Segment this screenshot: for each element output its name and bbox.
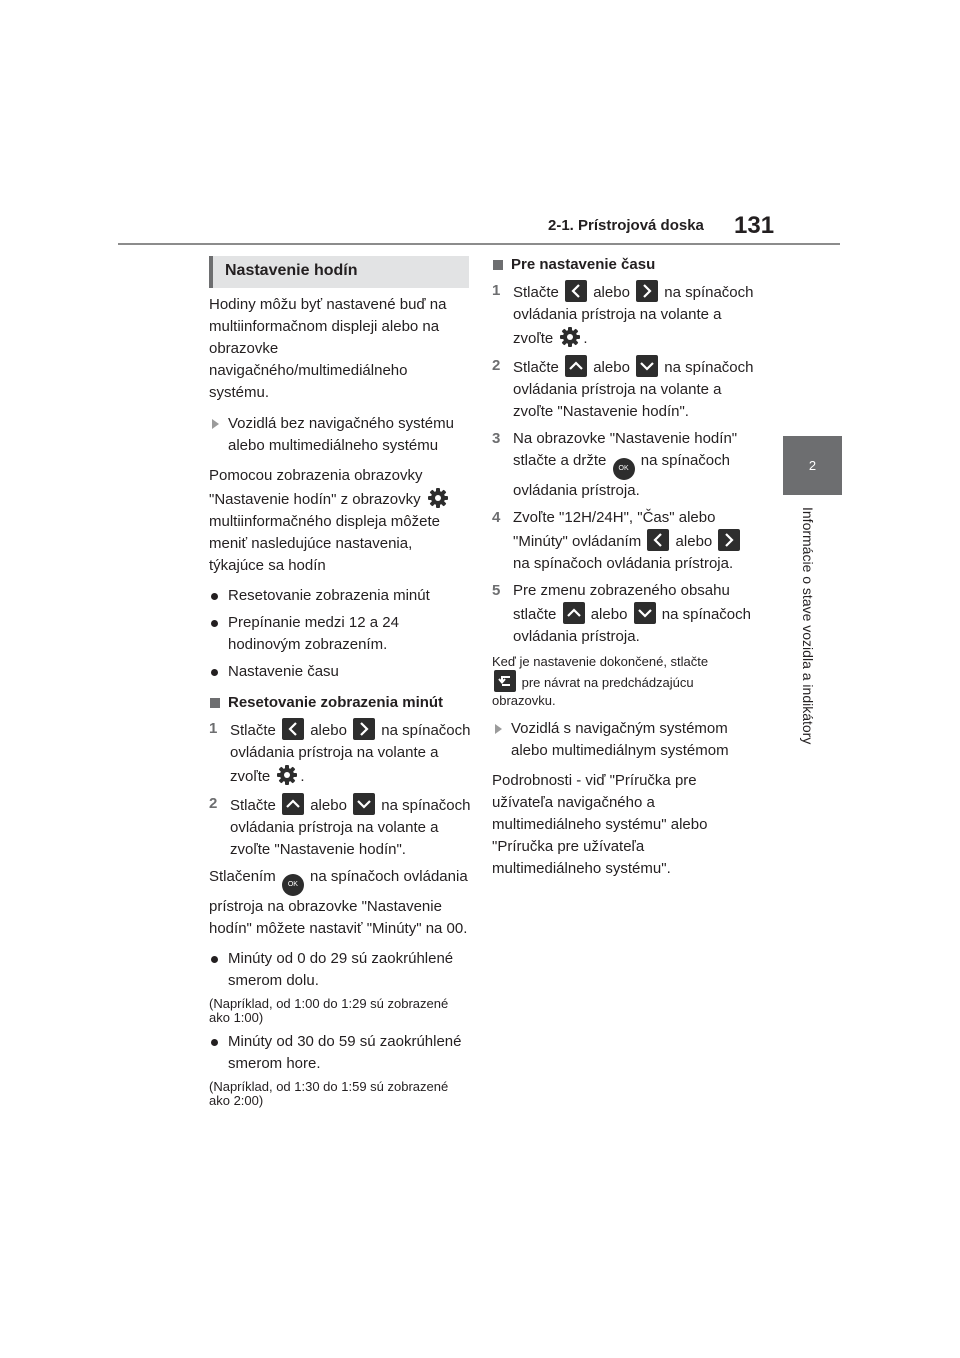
down-arrow-button-icon <box>636 355 658 377</box>
left-column <box>209 294 471 1114</box>
back-button-icon <box>494 670 516 692</box>
right-arrow-button-icon <box>636 280 658 302</box>
section-title: Nastavenie hodín <box>225 262 358 279</box>
note-text: Keď je nastavenie dokončené, stlačte <box>492 654 709 669</box>
step-number: 5 <box>492 582 501 599</box>
step-text: alebo <box>310 797 347 814</box>
step-number: 2 <box>209 795 218 812</box>
step-text: na spínačoch ovládania prístroja na volante a zvoľte "Nastavenie hodín". <box>230 797 471 858</box>
gear-icon <box>559 326 581 348</box>
chapter-tab <box>783 436 842 495</box>
step-text: alebo <box>310 722 347 739</box>
example-note: (Napríklad, od 1:00 do 1:29 sú zobrazené ako 1:00) <box>209 996 449 1025</box>
note-with-navigation: Vozidlá s navigačným systémom alebo multimediálnym systémom <box>492 718 754 762</box>
settings-text-before: Pomocou zobrazenia obrazovky "Nastavenie hodín" z obrazovky <box>209 467 423 508</box>
step-number: 1 <box>492 282 501 299</box>
step-text: Stlačte <box>513 359 559 376</box>
list-item: Nastavenie času <box>209 661 471 683</box>
ok-button-icon: OK <box>613 458 635 480</box>
page-number: 131 <box>734 212 775 239</box>
step-text: na spínačoch ovládania prístroja. <box>513 555 734 572</box>
ok-reset-paragraph <box>209 866 471 940</box>
step-text: . <box>300 768 305 785</box>
list-item: Minúty od 0 do 29 sú zaokrúhlené smerom dolu. <box>209 948 471 992</box>
gear-icon <box>276 764 298 786</box>
up-arrow-button-icon <box>565 355 587 377</box>
step-text: alebo <box>593 284 630 301</box>
paragraph-text: Stlačením <box>209 868 276 885</box>
chapter-side-label: Informácie o stave vozidla a indikátory <box>800 507 816 745</box>
step-text: na spínačoch ovládania prístroja na volante a zvoľte <box>230 722 471 785</box>
up-arrow-button-icon <box>563 602 585 624</box>
down-arrow-button-icon <box>634 602 656 624</box>
up-arrow-button-icon <box>282 793 304 815</box>
list-item: Resetovanie zobrazenia minút <box>209 585 471 607</box>
step-text: na spínačoch ovládania prístroja. <box>513 606 751 645</box>
step-text: Pre zmenu zobrazeného obsahu stlačte <box>513 582 730 623</box>
paragraph-text: na spínačoch ovládania prístroja na obrazovke "Nastavenie hodín" môžete nastaviť "Minúty" na 00. <box>209 868 468 937</box>
header-section-title: 2-1. Prístrojová doska <box>548 217 704 234</box>
step-text: alebo <box>590 606 628 623</box>
settings-text-after: multiinformačného displeja môžete meniť nasledujúce nastavenia, týkajúce sa hodín <box>209 513 440 574</box>
step-text: na spínačoch ovládania prístroja na volante a zvoľte "Nastavenie hodín". <box>513 359 754 420</box>
step-text: Zvoľte "12H/24H", "Čas" alebo "Minúty" ovládaním <box>513 509 716 550</box>
step-number: 3 <box>492 430 501 447</box>
time-step-4 <box>492 507 754 575</box>
step-text: na spínačoch ovládania prístroja na volante a zvoľte <box>513 284 754 347</box>
time-step-1 <box>492 280 754 350</box>
right-arrow-button-icon <box>718 529 740 551</box>
header-divider <box>118 243 840 245</box>
step-text: Na obrazovke "Nastavenie hodín" stlačte a držte <box>513 430 738 469</box>
time-step-2 <box>492 355 754 423</box>
step-text: Stlačte <box>513 284 559 301</box>
down-arrow-button-icon <box>353 793 375 815</box>
step-number: 2 <box>492 357 501 374</box>
list-item: Prepínanie medzi 12 a 24 hodinovým zobrazením. <box>209 612 471 656</box>
gear-icon <box>427 487 449 509</box>
step-text: Stlačte <box>230 722 276 739</box>
step-text: . <box>583 330 588 347</box>
settings-paragraph <box>209 465 471 577</box>
step-text: na spínačoch ovládania prístroja. <box>513 452 730 499</box>
step-text: alebo <box>675 533 713 550</box>
left-arrow-button-icon <box>282 718 304 740</box>
reset-step-1 <box>209 718 471 788</box>
note-no-navigation: Vozidlá bez navigačného systému alebo multimediálneho systému <box>209 413 471 457</box>
chapter-number: 2 <box>808 458 817 473</box>
section-heading-box <box>209 256 469 288</box>
step-text: Stlačte <box>230 797 276 814</box>
intro-paragraph: Hodiny môžu byť nastavené buď na multiinformačnom displeji alebo na obrazovke navigačného/multimediálneho systému. <box>209 296 447 401</box>
time-step-5 <box>492 580 754 648</box>
step-text: alebo <box>593 359 630 376</box>
time-heading: Pre nastavenie času <box>492 254 754 276</box>
details-paragraph: Podrobnosti - viď "Príručka pre užívateľa navigačného a multimediálneho systému" alebo "Príručka pre užívateľa multimediálneho systému". <box>492 772 708 877</box>
example-note: (Napríklad, od 1:30 do 1:59 sú zobrazené ako 2:00) <box>209 1079 449 1108</box>
right-arrow-button-icon <box>353 718 375 740</box>
right-column <box>492 254 754 888</box>
left-arrow-button-icon <box>647 529 669 551</box>
reset-step-2 <box>209 793 471 861</box>
reset-heading: Resetovanie zobrazenia minút <box>209 692 471 714</box>
left-arrow-button-icon <box>565 280 587 302</box>
note-text: pre návrat na predchádzajúcu obrazovku. <box>492 675 694 708</box>
time-step-3 <box>492 428 754 502</box>
done-note <box>492 653 754 709</box>
step-number: 1 <box>209 720 218 737</box>
ok-button-icon: OK <box>282 874 304 896</box>
step-number: 4 <box>492 509 501 526</box>
list-item: Minúty od 30 do 59 sú zaokrúhlené smerom hore. <box>209 1031 471 1075</box>
